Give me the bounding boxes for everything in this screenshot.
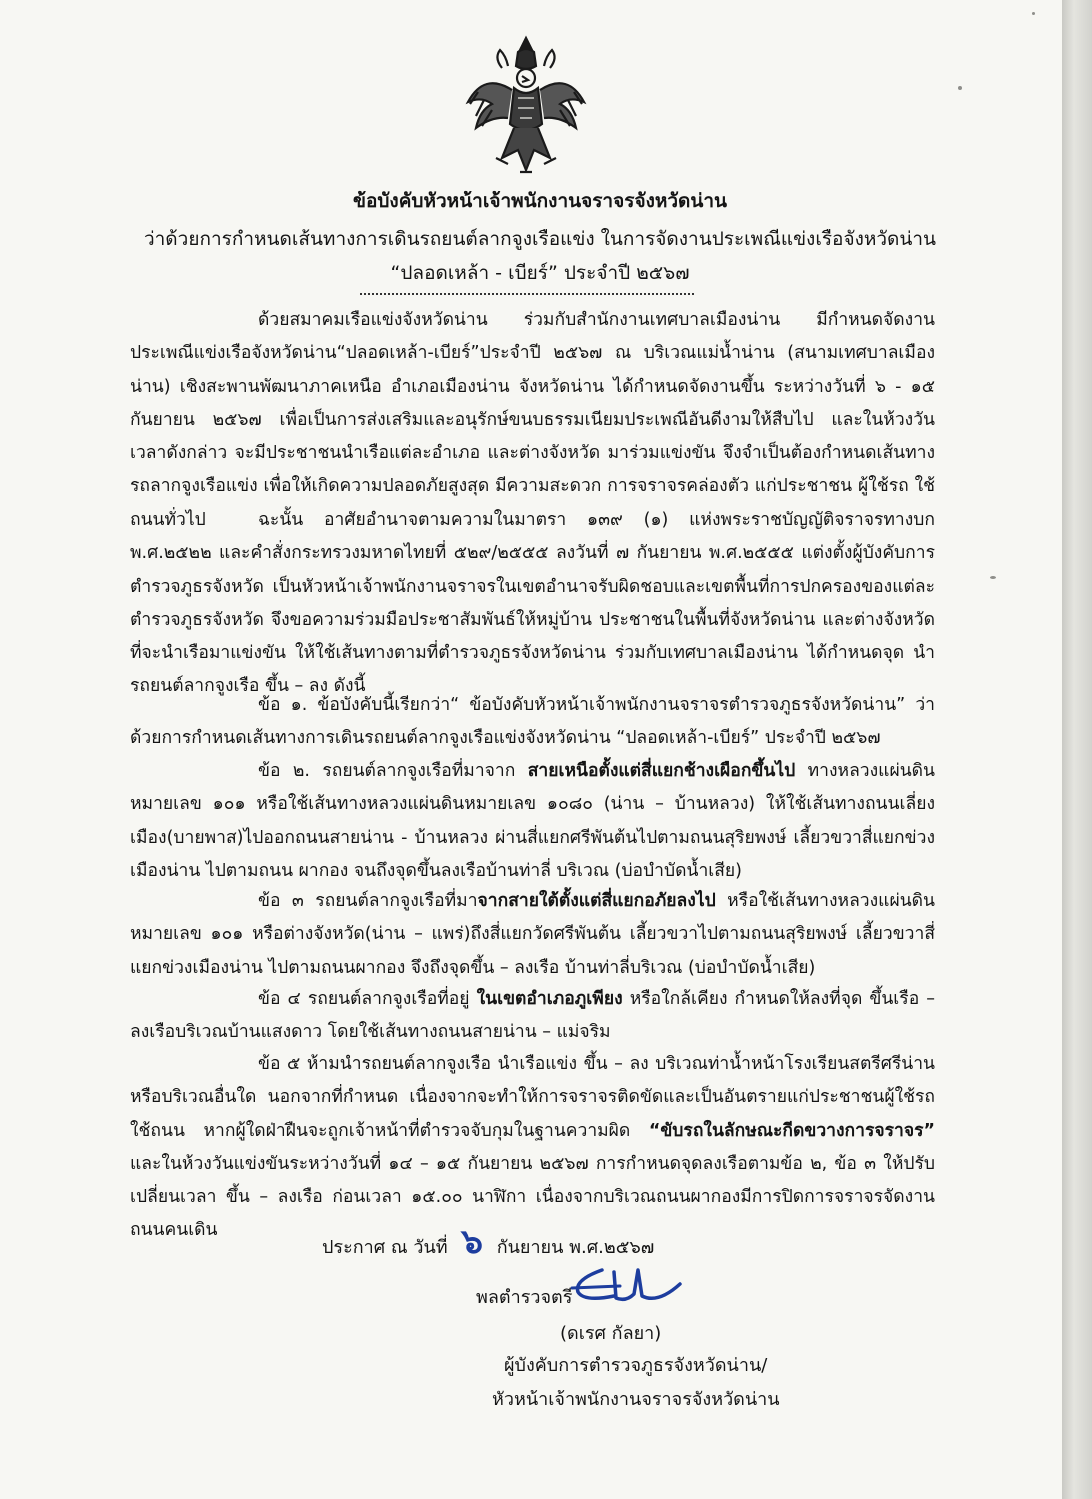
clause-2-intro: ข้อ ๒. รถยนต์ลากจูงเรือที่มาจาก bbox=[258, 761, 528, 781]
intro-paragraph: ด้วยสมาคมเรือแข่งจังหวัดน่าน ร่วมกับสำนักงานเทศบาลเมืองน่าน มีกำหนดจัดงานประเพณีแข่งเรือจังหวัดน่าน“ปลอดเหล้า-เบียร์”ประจำปี ๒๕๖๗ ณ บริเวณแม่น้ำน่าน (สนามเทศบาลเมืองน่าน) เชิงสะพานพัฒนาภาคเหนือ อำเภอเมืองน่าน จังหวัดน่าน ได้กำหนดจัดงานขึ้น ระหว่างวันที่ ๖ - ๑๕ กันยายน ๒๕๖๗ เพื่อเป็นการส่งเสริมและอนุรักษ์ขนบธรรมเนียมประเพณีอันดีงามให้สืบไป และในห้วงวัน เวลาดังกล่าว จะมีประชาชนนำเรือแต่ละอำเภอ และต่างจังหวัด มาร่วมแข่งขัน จึงจำเป็นต้องกำหนดเส้นทางรถลากจูงเรือแข่ง เพื่อให้เกิดความปลอดภัยสูงสุด มีความสะดวก การจราจรคล่องตัว แก่ประชาชน ผู้ใช้รถ ใช้ถนนทั่วไป bbox=[130, 310, 935, 530]
signer-name: (ดเรศ กัลยา) bbox=[560, 1323, 662, 1344]
authority-paragraph: ฉะนั้น อาศัยอำนาจตามความในมาตรา ๑๓๙ (๑) แห่งพระราชบัญญัติจราจรทางบก พ.ศ.๒๕๒๒ และคำสั่งกระทรวงมหาดไทยที่ ๕๒๙/๒๕๕๕ ลงวันที่ ๗ กันยายน พ.ศ.๒๕๕๕ แต่งตั้งผู้บังคับการตำรวจภูธรจังหวัด เป็นหัวหน้าเจ้าพนักงานจราจรในเขตอำนาจรับผิดชอบและเขตพื้นที่การปกครองของแต่ละตำรวจภูธรจังหวัด จึงขอความร่วมมือประชาสัมพันธ์ให้หมู่บ้าน ประชาชนในพื้นที่จังหวัดน่าน และต่างจังหวัด ที่จะนำเรือมาแข่งขัน ให้ใช้เส้นทางตามที่ตำรวจภูธรจังหวัดน่าน ร่วมกับเทศบาลเมืองน่าน ได้กำหนดจุด นำรถยนต์ลากจูงเรือ ขึ้น – ลง ดังนี้ bbox=[130, 510, 935, 697]
signer-rank: พลตำรวจตรี bbox=[476, 1287, 573, 1308]
document-title: ข้อบังคับหัวหน้าเจ้าพนักงานจราจรจังหวัดน่าน bbox=[352, 190, 728, 212]
clause-2-route-highlight: สายเหนือตั้งแต่สี่แยกช้างเผือกขึ้นไป bbox=[527, 761, 796, 781]
clause-4-intro: ข้อ ๔ รถยนต์ลากจูงเรือที่อยู่ bbox=[258, 989, 477, 1009]
clause-3-route-highlight: จากสายใต้ตั้งแต่สี่แยกอภัยลงไป bbox=[477, 891, 716, 911]
announcement-day: ๖ bbox=[461, 1222, 483, 1262]
clause-2-body: ทางหลวงแผ่นดินหมายเลข ๑๐๑ หรือใช้เส้นทางหลวงแผ่นดินหมายเลข ๑๐๘๐ (น่าน – บ้านหลวง) ให้ใช้เส้นทางถนนเลี่ยงเมือง(บายพาส)ไปออกถนนสายน่าน - บ้านหลวง ผ่านสี่แยกศรีพันต้นไปตามถนนสุริยพงษ์ เลี้ยวขวาสี่แยกข่วงเมืองน่าน ไปตามถนน ผากอง จนถึงจุดขึ้นลงเรือบ้านท่าลี่ บริเวณ (บ่อบำบัดน้ำเสีย) bbox=[130, 761, 935, 881]
handwritten-signature bbox=[568, 1262, 684, 1312]
paper-speck bbox=[958, 86, 962, 90]
clause-2 bbox=[130, 755, 935, 888]
announcement-date bbox=[322, 1214, 654, 1268]
clause-5-offense-highlight: “ขับรถในลักษณะกีดขวางการจราจร” bbox=[648, 1120, 935, 1141]
title-divider bbox=[360, 293, 694, 295]
clause-3-body: หรือใช้เส้นทางหลวงแผ่นดินหมายเลข ๑๐๑ หรือต่างจังหวัด(น่าน – แพร่)ถึงสี่แยกวัดศรีพันต้น เลี้ยวขวาไปตามถนนสุริยพงษ์ เลี้ยวขวาสี่แยกข่วงเมืองน่าน ไปตามถนนผากอง จึงถึงจุดขึ้น – ลงเรือ บ้านท่าลี่บริเวณ (บ่อบำบัดน้ำเสีย) bbox=[130, 891, 936, 978]
signer-position-secondary: หัวหน้าเจ้าพนักงานจราจรจังหวัดน่าน bbox=[492, 1389, 780, 1410]
document-subtitle: ว่าด้วยการกำหนดเส้นทางการเดินรถยนต์ลากจูงเรือแข่ง ในการจัดงานประเพณีแข่งเรือจังหวัดน่าน bbox=[143, 228, 937, 250]
scan-edge bbox=[1062, 0, 1092, 1499]
clause-4-area-highlight: ในเขตอำเภอภูเพียง bbox=[476, 989, 623, 1009]
paper-speck bbox=[990, 576, 996, 579]
announcement-prefix: ประกาศ ณ วันที่ bbox=[322, 1237, 448, 1258]
document-subtitle-year: “ปลอดเหล้า - เบียร์” ประจำปี ๒๕๖๗ bbox=[390, 262, 690, 284]
clause-3-intro: ข้อ ๓ รถยนต์ลากจูงเรือที่มา bbox=[258, 891, 478, 911]
clause-5-intro: ข้อ ๕ ห้ามนำรถยนต์ลากจูงเรือ นำเรือแข่ง ขึ้น – ลง บริเวณท่าน้ำหน้าโรงเรียนสตรีศรีน่าน หรือบริเวณอื่นใด นอกจากที่กำหนด เนื่องจากจะทำให้การจราจรติดขัดและเป็นอันตรายแก่ประชาชนผู้ใช้รถใช้ถนน หากผู้ใดฝ่าฝืนจะถูกเจ้าหน้าที่ตำรวจจับกุมในฐานความผิด bbox=[130, 1054, 935, 1141]
garuda-emblem-icon bbox=[462, 32, 590, 176]
signer-position: ผู้บังคับการตำรวจภูธรจังหวัดน่าน/ bbox=[504, 1355, 768, 1376]
clause-1: ข้อ ๑. ข้อบังคับนี้เรียกว่า“ ข้อบังคับหัวหน้าเจ้าพนักงานจราจรตำรวจภูธรจังหวัดน่าน” ว่าด้วยการกำหนดเส้นทางการเดินรถยนต์ลากจูงเรือแข่งจังหวัดน่าน “ปลอดเหล้า-เบียร์” ประจำปี ๒๕๖๗ bbox=[130, 695, 935, 749]
clause-3 bbox=[130, 885, 935, 985]
paper-speck bbox=[1032, 12, 1035, 15]
clause-4 bbox=[130, 983, 935, 1050]
clause-5-body: และในห้วงวันแข่งขันระหว่างวันที่ ๑๔ – ๑๕ กันยายน ๒๕๖๗ การกำหนดจุดลงเรือตามข้อ ๒, ข้อ ๓ ให้ปรับเปลี่ยนเวลา ขึ้น – ลงเรือ ก่อนเวลา ๑๕.๐๐ นาฬิกา เนื่องจากบริเวณถนนผากองมีการปิดการจราจรจัดงานถนนคนเดิน bbox=[130, 1153, 935, 1241]
clause-4-body: หรือใกล้เคียง กำหนดให้ลงที่จุด ขึ้นเรือ – ลงเรือบริเวณบ้านแสงดาว โดยใช้เส้นทางถนนสายน่าน – แม่จริม bbox=[130, 989, 935, 1043]
announcement-suffix: กันยายน พ.ศ.๒๕๖๗ bbox=[496, 1237, 655, 1258]
